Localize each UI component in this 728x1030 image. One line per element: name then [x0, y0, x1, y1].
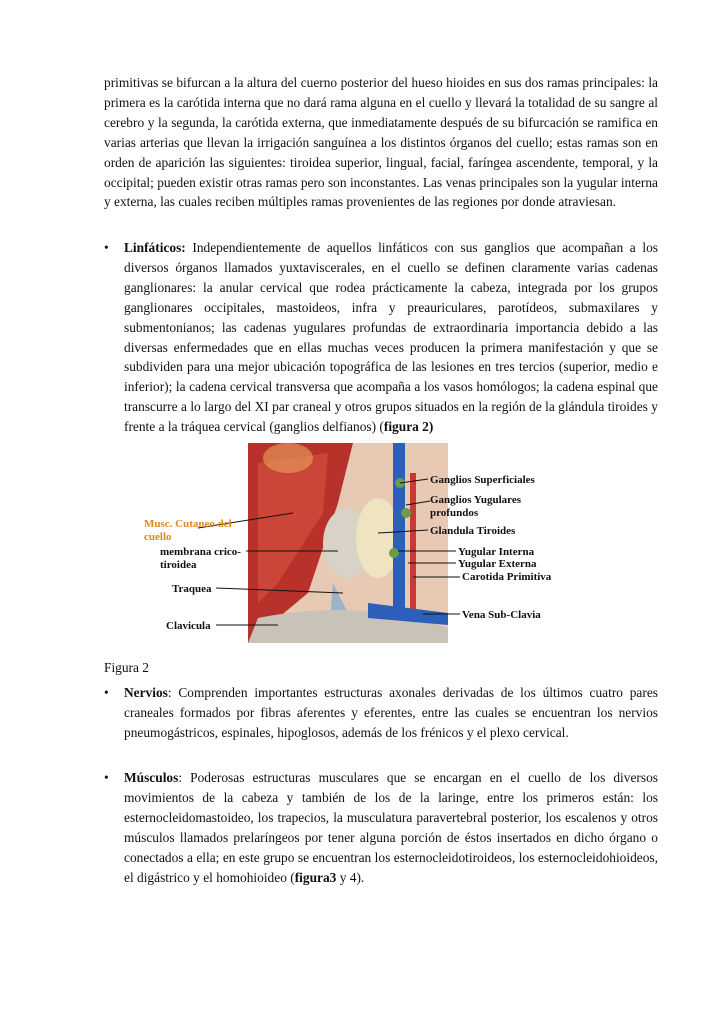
label-carotida-primitiva: Carotida Primitiva: [462, 571, 552, 583]
bullet-text: : Poderosas estructuras musculares que se encargan en el cuello de los diversos movimientos de la cabeza y también de los de la laringe, entre los primeros están: los esternocleidomastoideo, los trapecios, la musculatura paravertebral posterior, los escalenos y otros músculos llamados prelaríngeos por tener alguna porción de éstos insertados en dicho órgano o conectados a ella; en este grupo se encuentran los esternocleidotiroideos, los esternocleidohioideos, el digástrico y el homohioideo (: [124, 770, 658, 885]
figure-reference: figura3: [294, 869, 337, 885]
label-glandula-tiroides: Glandula Tiroides: [430, 525, 516, 537]
label-vena-sub-clavia: Vena Sub-Clavia: [462, 609, 541, 621]
bullet-symbol: •: [104, 240, 109, 255]
bullet-musculos: [104, 768, 658, 887]
bullet-nervios: [104, 683, 658, 743]
neck-anatomy-illustration: [138, 443, 558, 643]
figure-reference: figura 2): [383, 419, 434, 435]
neck-anatomy-figure: [138, 443, 558, 643]
label-ganglios-yugulares: Ganglios Yugulares: [430, 494, 521, 506]
label-cuello: cuello: [144, 531, 172, 543]
bullet-text: : Comprenden importantes estructuras axonales derivadas de los últimos cuatro pares craneales formados por fibras aferentes y eferentes, entre las cuales se encuentran los nervios pneumogástricos, espinales, hipoglosos, además de los frénicos y el plexo cervical.: [124, 685, 658, 740]
label-membrana-crico: membrana crico-: [160, 546, 241, 558]
bullet-linfaticos: [104, 238, 658, 437]
label-yugular-externa: Yugular Externa: [458, 558, 537, 570]
intro-paragraph: primitivas se bifurcan a la altura del cuerno posterior del hueso hioides en sus dos ramas principales: la primera es la carótida interna que no dará rama alguna en el cuello y llevará la totalidad de su sangre al cerebro y la segunda, la carótida externa, que inmediatamente después de su bifurcación se ramifica en varias arterias que llevan la irrigación sanguínea a los distintos órganos del cuello; estas ramas son en orden de aparición las siguientes: tiroidea superior, lingual, facial, faríngea ascendente, temporal, y la occipital; pueden existir otras ramas pero son inconstantes. Las venas principales son la yugular interna y externa, las cuales reciben múltiples ramas provenientes de las regiones por donde atraviesan.: [104, 75, 658, 210]
bullet-symbol: •: [104, 770, 109, 785]
label-clavicula: Clavicula: [166, 620, 211, 632]
label-tiroidea: tiroidea: [160, 559, 197, 571]
bullet-term: Músculos: [124, 770, 179, 785]
label-profundos: profundos: [430, 507, 479, 519]
bullet-symbol: •: [104, 685, 109, 700]
bullet-term: Nervios: [124, 685, 168, 700]
bullet-term: Linfáticos:: [124, 240, 186, 255]
label-traquea: Traquea: [172, 583, 212, 595]
figure-caption: Figura 2: [104, 660, 150, 675]
label-musc-cutaneo: Musc. Cutaneo del: [144, 518, 232, 530]
label-ganglios-superficiales: Ganglios Superficiales: [430, 474, 535, 486]
label-yugular-interna: Yugular Interna: [458, 546, 535, 558]
bullet-text: Independientemente de aquellos linfáticos con sus ganglios que acompañan a los diversos órganos llamados yuxtaviscerales, en el cuello se definen claramente varias cadenas ganglionares: la anular cervical que rodea prácticamente la cabeza, integrada por los grupos ganglionares occipitales, mastoideos, infra y preauriculares, parotídeos, submaxilares y submentonianos; las cadenas yugulares profundas de extraordinaria importancia debido a las diversas enfermedades que en ellas muchas veces producen la primera manifestación y que se subdividen para una mejor ubicación topográfica de las lesiones en tres tercios (superior, medio e inferior); la cadena cervical transversa que acompaña a los vasos homólogos; la cadena espinal que transcurre a lo largo del XI par craneal y otros grupos situados en la región de la glándula tiroides y frente a la tráquea cervical (ganglios delfianos) (: [124, 240, 658, 435]
bullet-tail: y 4).: [336, 869, 365, 885]
